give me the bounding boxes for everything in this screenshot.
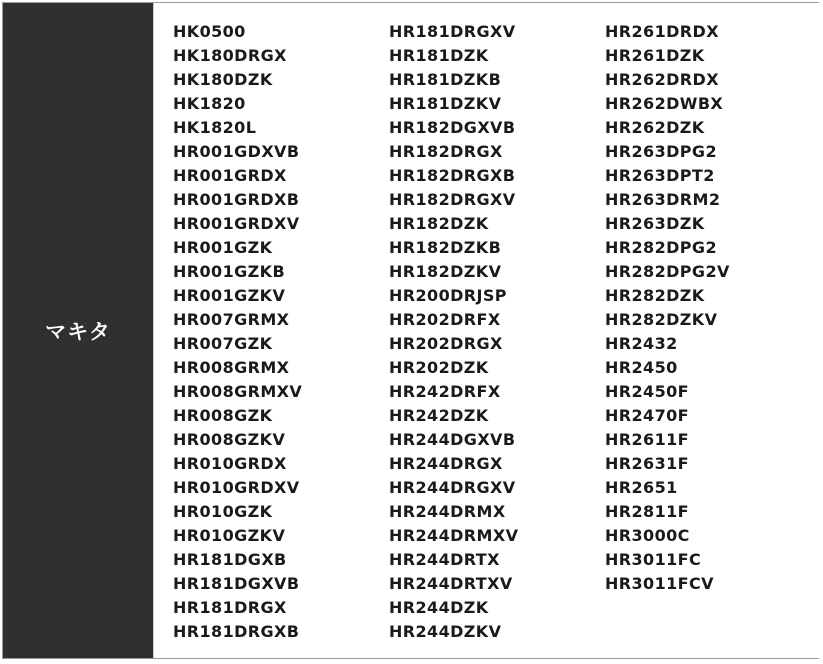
model-item: HR282DPG2V (605, 262, 730, 281)
model-item: HR3011FCV (605, 574, 714, 593)
model-item: HR010GRDXV (173, 478, 300, 497)
model-item: HR244DRGX (389, 454, 503, 473)
model-item: HR001GZK (173, 238, 273, 257)
model-item: HR2450 (605, 358, 678, 377)
model-item: HR001GZKB (173, 262, 286, 281)
model-item: HR008GZK (173, 406, 273, 425)
model-item: HR008GZKV (173, 430, 286, 449)
model-item: HR244DRMX (389, 502, 506, 521)
model-item: HR262DZK (605, 118, 705, 137)
model-item: HR182DZKV (389, 262, 502, 281)
model-item: HK180DZK (173, 70, 273, 89)
model-item: HR181DZKV (389, 94, 502, 113)
model-item: HR202DRFX (389, 310, 501, 329)
model-item: HR001GRDX (173, 166, 287, 185)
model-item: HR202DZK (389, 358, 489, 377)
model-item: HR007GZK (173, 334, 273, 353)
model-column-1 (173, 20, 389, 644)
model-item: HR181DRGXB (173, 622, 300, 641)
model-item: HR263DZK (605, 214, 705, 233)
model-item: HR200DRJSP (389, 286, 507, 305)
model-item: HR263DPG2 (605, 142, 717, 161)
model-item: HR182DRGXB (389, 166, 516, 185)
model-item: HR262DRDX (605, 70, 719, 89)
model-item: HR182DRGXV (389, 190, 516, 209)
model-item: HR010GZK (173, 502, 273, 521)
model-item: HR2432 (605, 334, 678, 353)
model-item: HR244DRMXV (389, 526, 519, 545)
model-item: HR010GRDX (173, 454, 287, 473)
model-item: HR181DGXVB (173, 574, 300, 593)
model-item: HR181DRGX (173, 598, 287, 617)
model-item: HR181DRGXV (389, 22, 516, 41)
model-item: HR244DZK (389, 598, 489, 617)
model-item: HR3011FC (605, 550, 702, 569)
brand-cell (3, 3, 154, 658)
model-item: HR001GRDXV (173, 214, 300, 233)
model-item: HR242DRFX (389, 382, 501, 401)
model-item: HR263DPT2 (605, 166, 715, 185)
model-item: HR008GRMX (173, 358, 290, 377)
brand-model-table (2, 2, 819, 659)
model-item: HR182DZKB (389, 238, 502, 257)
model-item: HR244DRTXV (389, 574, 513, 593)
model-item: HR3000C (605, 526, 690, 545)
model-item: HR2631F (605, 454, 689, 473)
model-item: HK1820 (173, 94, 246, 113)
model-item: HR202DRGX (389, 334, 503, 353)
model-item: HR001GRDXB (173, 190, 300, 209)
model-item: HR282DPG2 (605, 238, 717, 257)
model-item: HR2651 (605, 478, 678, 497)
model-item: HR001GDXVB (173, 142, 300, 161)
model-item: HR242DZK (389, 406, 489, 425)
model-item: HR181DZK (389, 46, 489, 65)
model-item: HR008GRMXV (173, 382, 303, 401)
model-item: HR282DZK (605, 286, 705, 305)
model-item: HR2811F (605, 502, 689, 521)
model-item: HR262DWBX (605, 94, 724, 113)
model-item: HR001GZKV (173, 286, 286, 305)
model-column-2 (389, 20, 605, 644)
model-item: HR244DRGXV (389, 478, 516, 497)
model-item: HR244DGXVB (389, 430, 516, 449)
model-item: HR261DZK (605, 46, 705, 65)
brand-label: マキタ (45, 319, 111, 344)
model-item: HR2450F (605, 382, 689, 401)
model-column-3 (605, 20, 821, 596)
model-item: HK0500 (173, 22, 246, 41)
model-item: HR182DZK (389, 214, 489, 233)
model-item: HR282DZKV (605, 310, 718, 329)
model-list (154, 3, 821, 658)
model-item: HR261DRDX (605, 22, 719, 41)
model-item: HR181DZKB (389, 70, 502, 89)
model-item: HR007GRMX (173, 310, 290, 329)
model-item: HR244DZKV (389, 622, 502, 641)
model-item: HR182DRGX (389, 142, 503, 161)
model-item: HR244DRTX (389, 550, 500, 569)
model-item: HR181DGXB (173, 550, 287, 569)
model-item: HK180DRGX (173, 46, 287, 65)
model-item: HR010GZKV (173, 526, 286, 545)
model-item: HR2470F (605, 406, 689, 425)
model-item: HR182DGXVB (389, 118, 516, 137)
model-item: HR263DRM2 (605, 190, 721, 209)
model-item: HK1820L (173, 118, 257, 137)
model-item: HR2611F (605, 430, 689, 449)
